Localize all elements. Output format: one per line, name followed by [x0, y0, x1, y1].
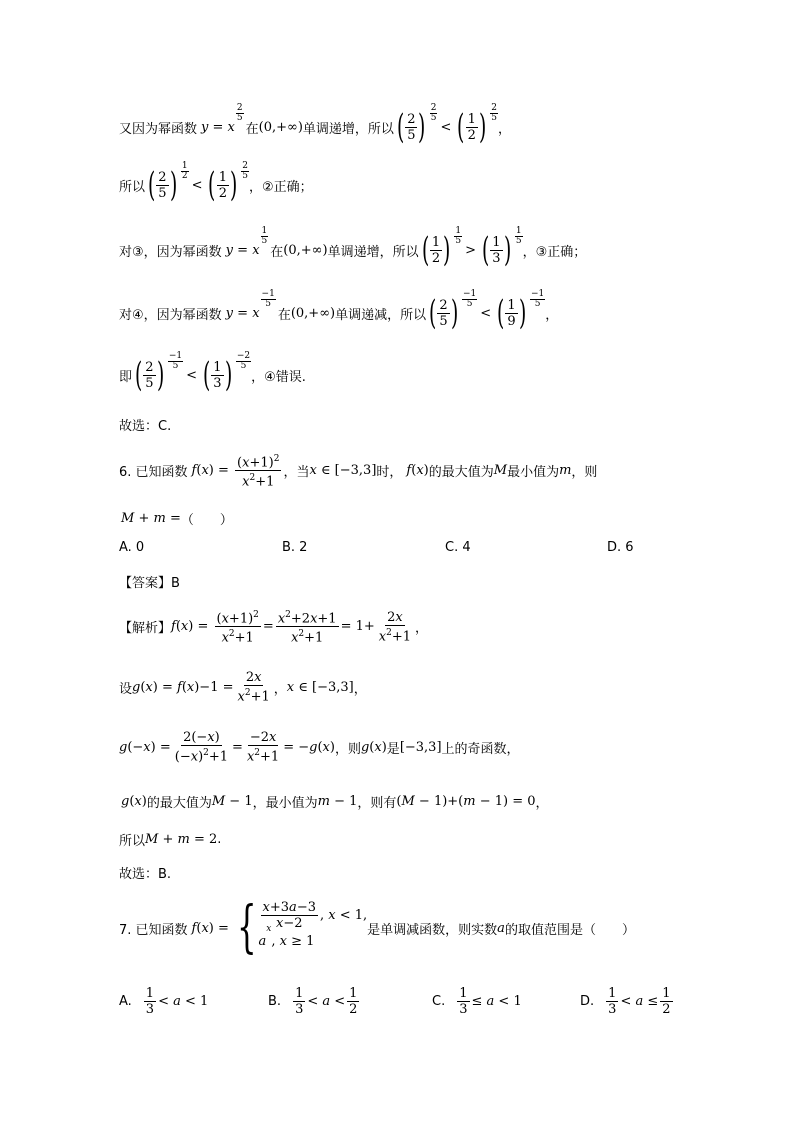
text: ，则有 — [357, 796, 397, 811]
text: 单调递减，所以 — [335, 307, 427, 323]
paren-1-2: ( 1 2 ) — [457, 107, 487, 147]
math-y-eq: y — [201, 119, 209, 135]
solution-6-line1: 【解析】 f ( x ) = $\frac{(x+1)^2}{x^2+1}$ = $\frac{x^2+2x+1}{x^2+1}$ = 1+ $\frac{2x}{x^2+1}$ ， — [119, 609, 429, 646]
text: 在 — [270, 244, 284, 260]
text: 【解析】 — [119, 621, 172, 637]
text: 是单调减函数，则实数 — [367, 922, 498, 938]
paren-2-5: ( 2 5 ) — [396, 107, 426, 147]
text: 所以 — [119, 834, 146, 849]
text: （ ） — [180, 513, 233, 528]
text: 上的奇函数， — [441, 741, 520, 757]
text: ，当 — [283, 465, 310, 481]
text: 即 — [119, 369, 133, 385]
question-7-stem: 7. 已知函数 f ( x ) = { x+3a−3 x−2 , x < 1, a x , x ≥ 1 是单调减函数，则实数 a 的取值范围是（ ） — [119, 895, 635, 960]
text: . — [217, 832, 222, 847]
text: 的最大值为 — [146, 796, 212, 811]
text: ，则 — [571, 465, 598, 481]
text: 的最大值为 — [428, 465, 494, 481]
text: 是 — [386, 741, 400, 757]
text: ， — [535, 796, 549, 811]
text: 单调递增，所以 — [302, 121, 394, 137]
solution-6-line3: g (− x ) = $\frac{2(-x)}{(-x)^2+1}$ = $\frac{-2x}{x^2+1}$ = − g ( x ) ，则 g ( x ) 是 [−3,3] 上的奇函数， — [119, 730, 520, 765]
fraction-fx: $\frac{(x+1)^2}{x^2+1}$ — [237, 454, 280, 490]
piecewise-brace: { — [236, 895, 257, 960]
text: ，②正确； — [249, 179, 313, 195]
exponent-2-5: 2 5 — [236, 103, 243, 123]
text: 对③，因为幂函数 — [119, 244, 222, 260]
text: ，最小值为 — [252, 796, 318, 811]
option-b[interactable]: B. 1 3 < a < 1 2 — [268, 986, 358, 1017]
text: ， — [353, 681, 367, 697]
option-b[interactable]: B. 2 — [282, 540, 308, 555]
question-6-stem: 6. 已知函数 f ( x ) = $\frac{(x+1)^2}{x^2+1}$ ，当 x ∈ [−3,3] 时， f ( x ) 的最大值为 M 最小值为 m ，则 — [119, 454, 598, 490]
option-c[interactable]: C. 4 — [445, 540, 471, 555]
option-a[interactable]: A. 1 3 < a < 1 — [119, 986, 209, 1017]
text: 的取值范围是（ ） — [504, 922, 635, 938]
text: 6. 已知函数 — [119, 465, 188, 481]
text: 7. 已知函数 — [119, 922, 188, 938]
choice-5 — [119, 415, 171, 434]
interval-0-inf: (0,+∞) — [258, 119, 303, 135]
question-6-stem-2: M + m = （ ） — [121, 511, 233, 528]
text: 对④，因为幂函数 — [119, 307, 222, 323]
text: ，③正确； — [522, 244, 587, 260]
text: 单调递增，所以 — [327, 244, 419, 260]
text: 所以 — [119, 179, 146, 195]
text: ， — [273, 681, 287, 697]
text: 设 — [119, 681, 133, 697]
answer-6 — [119, 572, 180, 591]
text: 最小值为 — [507, 465, 560, 481]
line-conclusion-4: 即 ( 2 5 ) −1 5 < ( 1 3 ) −2 5 ，④错误. — [119, 351, 306, 395]
text: 故选：C. — [119, 419, 172, 434]
text: ，④错误. — [251, 369, 306, 385]
text: 又因为幂函数 — [119, 121, 198, 137]
option-d[interactable]: D. 1 3 < a ≤ $\frac{1}{2}$ — [580, 986, 671, 1017]
text: 时， — [376, 465, 403, 481]
text: ， — [545, 307, 559, 323]
solution-6-line4: g ( x ) 的最大值为 M − 1 ，最小值为 m − 1 ，则有 ( M − 1)+( m − 1) = 0 ， — [121, 794, 549, 811]
text: 在 — [277, 307, 291, 323]
text: 【答案】B — [119, 576, 180, 591]
line-item-3: 对③，因为幂函数 y = x 1 5 在 (0,+∞) 单调递增，所以 ( 1 2 ) 1 5 > ( 1 3 ) 1 5 ，③正确； — [119, 226, 587, 270]
text: ，则 — [334, 741, 361, 757]
line-item-4: 对④，因为幂函数 y = x −1 5 在 (0,+∞) 单调递减，所以 ( 2 5 ) −1 5 < ( 1 9 ) −1 5 ， — [119, 289, 559, 333]
option-c[interactable]: C. $\frac{1}{3}$ ≤ a < 1 — [432, 986, 522, 1017]
option-a[interactable]: A. 0 — [119, 540, 145, 555]
text: 故选：B. — [119, 867, 172, 882]
line-power-function: 又因为幂函数 y = x 2 5 在 (0,+∞) 单调递增，所以 ( 2 5 ) 2 5 < ( 1 2 ) 2 5 ， — [119, 103, 511, 147]
text: 在 — [245, 121, 259, 137]
solution-6-line2: 设 g ( x ) = f ( x )−1 = $\frac{2x}{x^2+1}$ ， x ∈ [−3,3] ， — [119, 670, 367, 705]
line-conclusion-2: 所以 ( 2 5 ) 1 2 < ( 1 2 ) 2 5 ，②正确； — [119, 161, 313, 205]
piecewise-cases: x+3a−3 x−2 , x < 1, a x , x ≥ 1 — [258, 899, 368, 949]
option-d[interactable]: D. 6 — [607, 540, 634, 555]
solution-6-line5: 所以 M + m = 2 . — [119, 832, 222, 849]
text: ， — [497, 121, 511, 137]
choice-6 — [119, 863, 171, 882]
